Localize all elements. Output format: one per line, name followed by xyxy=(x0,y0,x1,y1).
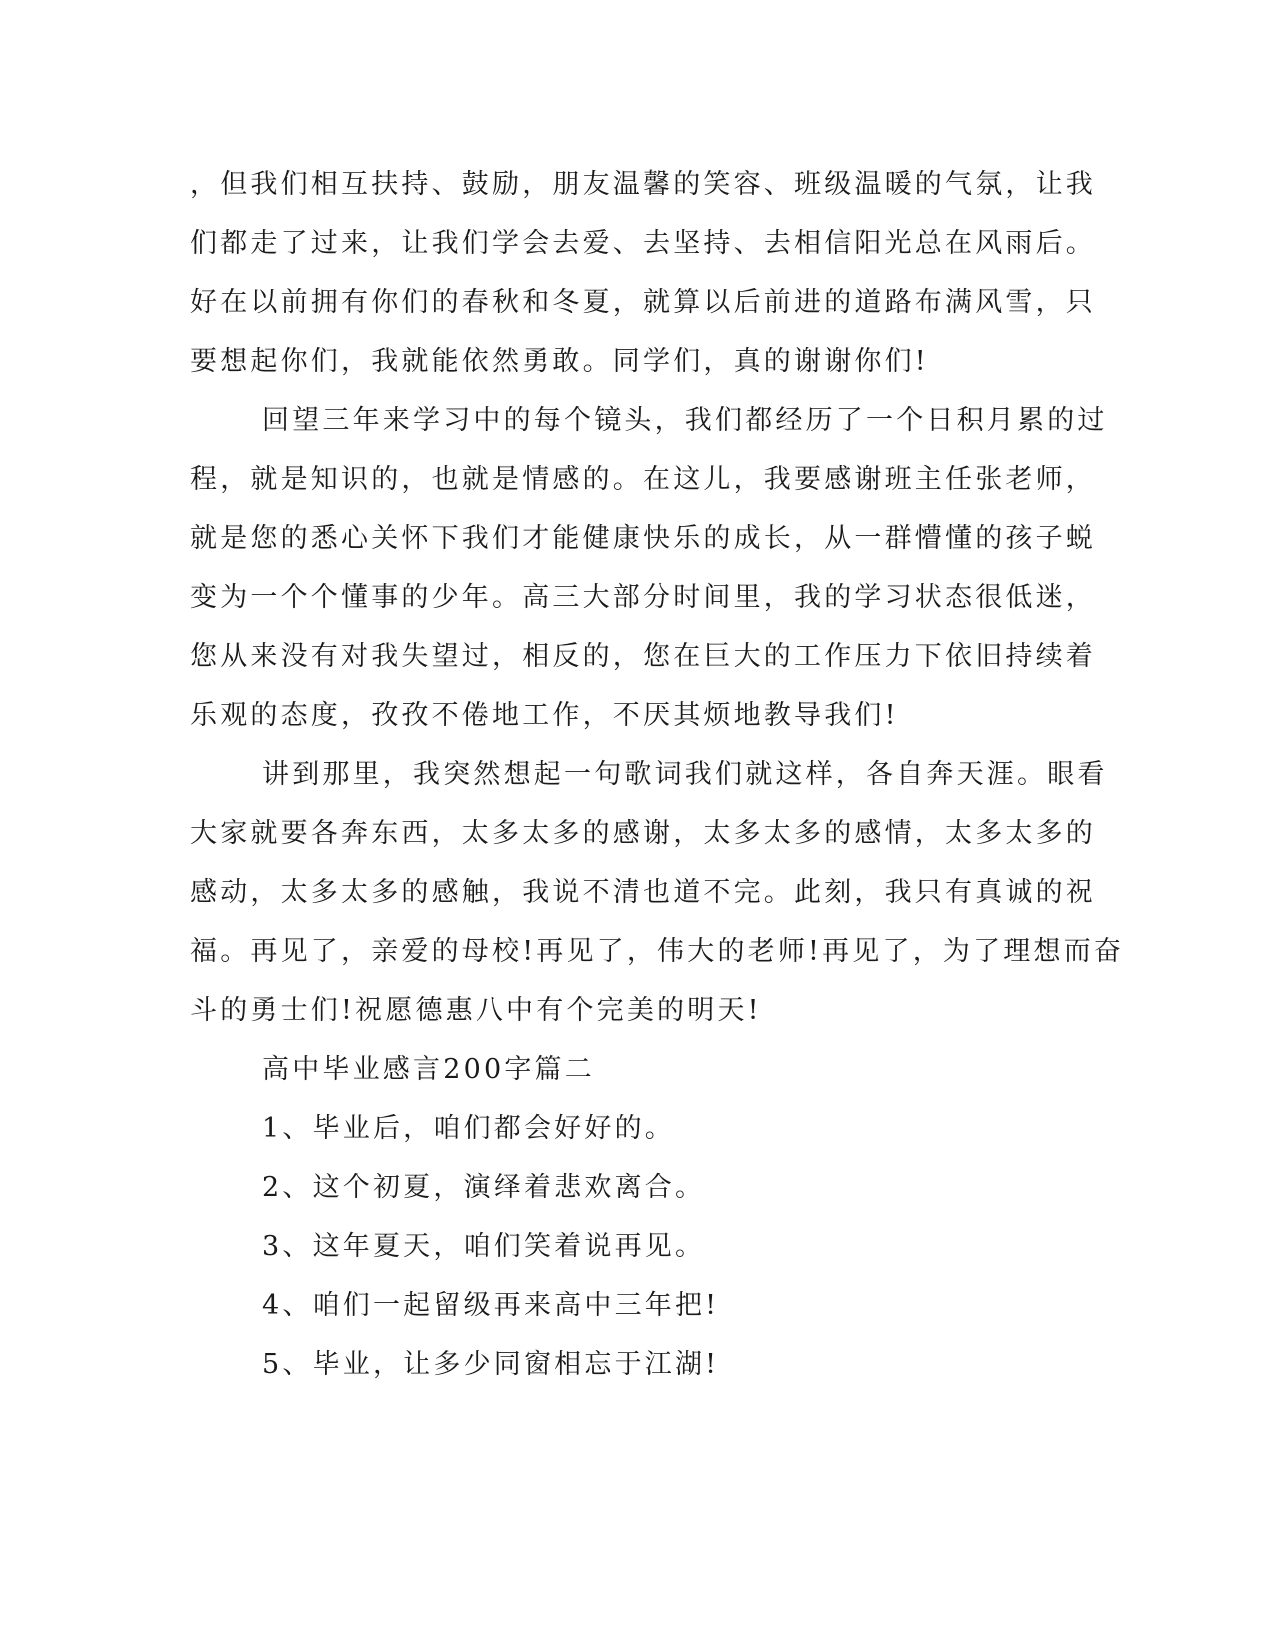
body-text-line: 您从来没有对我失望过，相反的，您在巨大的工作压力下依旧持续着 xyxy=(190,641,1096,672)
body-text-line: 乐观的态度，孜孜不倦地工作，不厌其烦地教导我们! xyxy=(190,700,899,731)
list-item: 5、毕业，让多少同窗相忘于江湖! xyxy=(262,1349,720,1380)
body-text-line: 们都走了过来，让我们学会去爱、去坚持、去相信阳光总在风雨后。 xyxy=(190,228,1096,259)
list-item: 2、这个初夏，演绎着悲欢离合。 xyxy=(262,1172,706,1203)
body-text-line: 大家就要各奔东西，太多太多的感谢，太多太多的感情，太多太多的 xyxy=(190,818,1096,849)
body-text-line: ，但我们相互扶持、鼓励，朋友温馨的笑容、班级温暖的气氛，让我 xyxy=(190,169,1096,200)
section-heading: 高中毕业感言200字篇二 xyxy=(262,1054,595,1085)
body-text-line: 好在以前拥有你们的春秋和冬夏，就算以后前进的道路布满风雪，只 xyxy=(190,287,1096,318)
body-text-line: 就是您的悉心关怀下我们才能健康快乐的成长，从一群懵懂的孩子蜕 xyxy=(190,523,1096,554)
body-text-line: 斗的勇士们!祝愿德惠八中有个完美的明天! xyxy=(190,995,762,1026)
paragraph-first-line: 讲到那里，我突然想起一句歌词我们就这样，各自奔天涯。眼看 xyxy=(262,759,1108,790)
body-text-line: 要想起你们，我就能依然勇敢。同学们，真的谢谢你们! xyxy=(190,346,929,377)
list-item: 1、毕业后，咱们都会好好的。 xyxy=(262,1113,675,1144)
body-text-line: 程，就是知识的，也就是情感的。在这儿，我要感谢班主任张老师， xyxy=(190,464,1096,495)
body-text-line: 感动，太多太多的感触，我说不清也道不完。此刻，我只有真诚的祝 xyxy=(190,877,1096,908)
list-item: 4、咱们一起留级再来高中三年把! xyxy=(262,1290,720,1321)
list-item: 3、这年夏天，咱们笑着说再见。 xyxy=(262,1231,706,1262)
paragraph-first-line: 回望三年来学习中的每个镜头，我们都经历了一个日积月累的过 xyxy=(262,405,1108,436)
body-text-line: 福。再见了，亲爱的母校!再见了，伟大的老师!再见了，为了理想而奋 xyxy=(190,936,1125,967)
body-text-line: 变为一个个懂事的少年。高三大部分时间里，我的学习状态很低迷， xyxy=(190,582,1096,613)
